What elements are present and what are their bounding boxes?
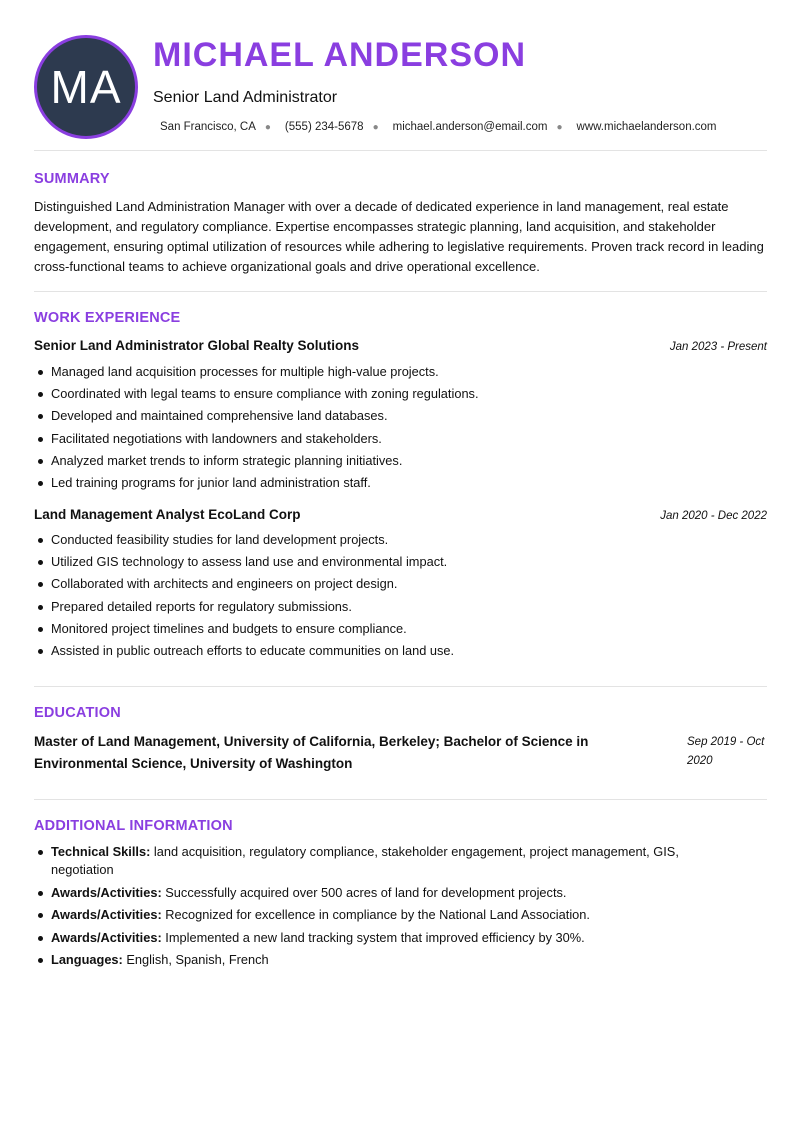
list-item xyxy=(34,929,724,947)
education-degree: Master of Land Management, University of California, Berkeley; Bachelor of Science in Environmental Science, University of Washington xyxy=(34,734,589,771)
contact-email[interactable]: michael.anderson@email.com xyxy=(392,121,548,133)
contact-location: San Francisco, CA xyxy=(160,121,256,133)
item-text: Recognized for excellence in compliance by the National Land Association. xyxy=(161,907,590,922)
list-item: Coordinated with legal teams to ensure compliance with zoning regulations. xyxy=(34,383,767,405)
list-item xyxy=(34,951,724,969)
separator-dot-icon: ● xyxy=(556,121,563,133)
candidate-name: MICHAEL ANDERSON xyxy=(153,36,527,74)
additional-info-list xyxy=(34,843,724,974)
list-item: Monitored project timelines and budgets to ensure compliance. xyxy=(34,618,767,640)
summary-text: Distinguished Land Administration Manager with over a decade of dedicated experience in land management, real estate development, and regulatory compliance. Expertise encompasses strategic planning, land acquisition, and stakeholder engagement, ensuring optimal utilization of resources while adhering to legislative requirements. Proven track record in leading cross-functional teams to achieve organizational goals and drive operational excellence. xyxy=(34,199,764,274)
section-heading-experience: WORK EXPERIENCE xyxy=(34,310,181,326)
item-text: English, Spanish, French xyxy=(122,952,269,967)
list-item: Utilized GIS technology to assess land use and environmental impact. xyxy=(34,551,767,573)
list-item: Analyzed market trends to inform strategic planning initiatives. xyxy=(34,450,767,472)
list-item: Prepared detailed reports for regulatory submissions. xyxy=(34,596,767,618)
job-title-headline: Senior Land Administrator xyxy=(153,89,338,106)
item-label: Awards/Activities: xyxy=(51,907,162,922)
job-bullets xyxy=(34,529,767,662)
list-item xyxy=(34,884,724,902)
list-item: Managed land acquisition processes for multiple high-value projects. xyxy=(34,361,767,383)
divider xyxy=(34,799,767,800)
list-item: Assisted in public outreach efforts to educate communities on land use. xyxy=(34,640,767,662)
separator-dot-icon: ● xyxy=(372,121,379,133)
item-text: Implemented a new land tracking system that improved efficiency by 30%. xyxy=(161,929,585,945)
divider xyxy=(34,291,767,292)
separator-dot-icon: ● xyxy=(264,121,271,133)
item-text: Successfully acquired over 500 acres of land for development projects. xyxy=(161,884,567,900)
job-dates: Jan 2023 - Present xyxy=(669,341,767,353)
job-header xyxy=(34,338,767,353)
job-header xyxy=(34,507,767,522)
list-item: Led training programs for junior land administration staff. xyxy=(34,472,767,494)
item-text: land acquisition, regulatory compliance, stakeholder engagement, project management, GIS, negotiation xyxy=(51,844,679,877)
list-item: Conducted feasibility studies for land development projects. xyxy=(34,529,767,551)
list-item xyxy=(34,906,724,924)
job-dates: Jan 2020 - Dec 2022 xyxy=(660,510,767,522)
item-label: Languages: xyxy=(51,952,123,967)
section-heading-additional: ADDITIONAL INFORMATION xyxy=(34,818,233,834)
avatar-initials: MA xyxy=(50,61,122,113)
avatar xyxy=(34,35,138,139)
item-label: Awards/Activities: xyxy=(51,884,162,900)
section-heading-education: EDUCATION xyxy=(34,705,121,721)
job-title: Land Management Analyst EcoLand Corp xyxy=(34,507,301,522)
section-heading-summary: SUMMARY xyxy=(34,171,110,187)
divider xyxy=(34,686,767,687)
list-item: Collaborated with architects and engineers on project design. xyxy=(34,573,767,595)
contact-website[interactable]: www.michaelanderson.com xyxy=(576,121,717,133)
list-item: Developed and maintained comprehensive land databases. xyxy=(34,405,767,427)
job-bullets xyxy=(34,361,767,494)
contact-bar xyxy=(160,121,717,133)
divider xyxy=(34,150,767,151)
list-item xyxy=(34,843,724,879)
contact-phone[interactable]: (555) 234-5678 xyxy=(284,121,364,133)
item-label: Technical Skills: xyxy=(51,844,151,859)
education-dates: Sep 2019 - Oct 2020 xyxy=(687,736,765,767)
list-item: Facilitated negotiations with landowners and stakeholders. xyxy=(34,428,767,450)
job-title: Senior Land Administrator Global Realty Solutions xyxy=(34,338,360,353)
item-label: Awards/Activities: xyxy=(51,929,162,945)
